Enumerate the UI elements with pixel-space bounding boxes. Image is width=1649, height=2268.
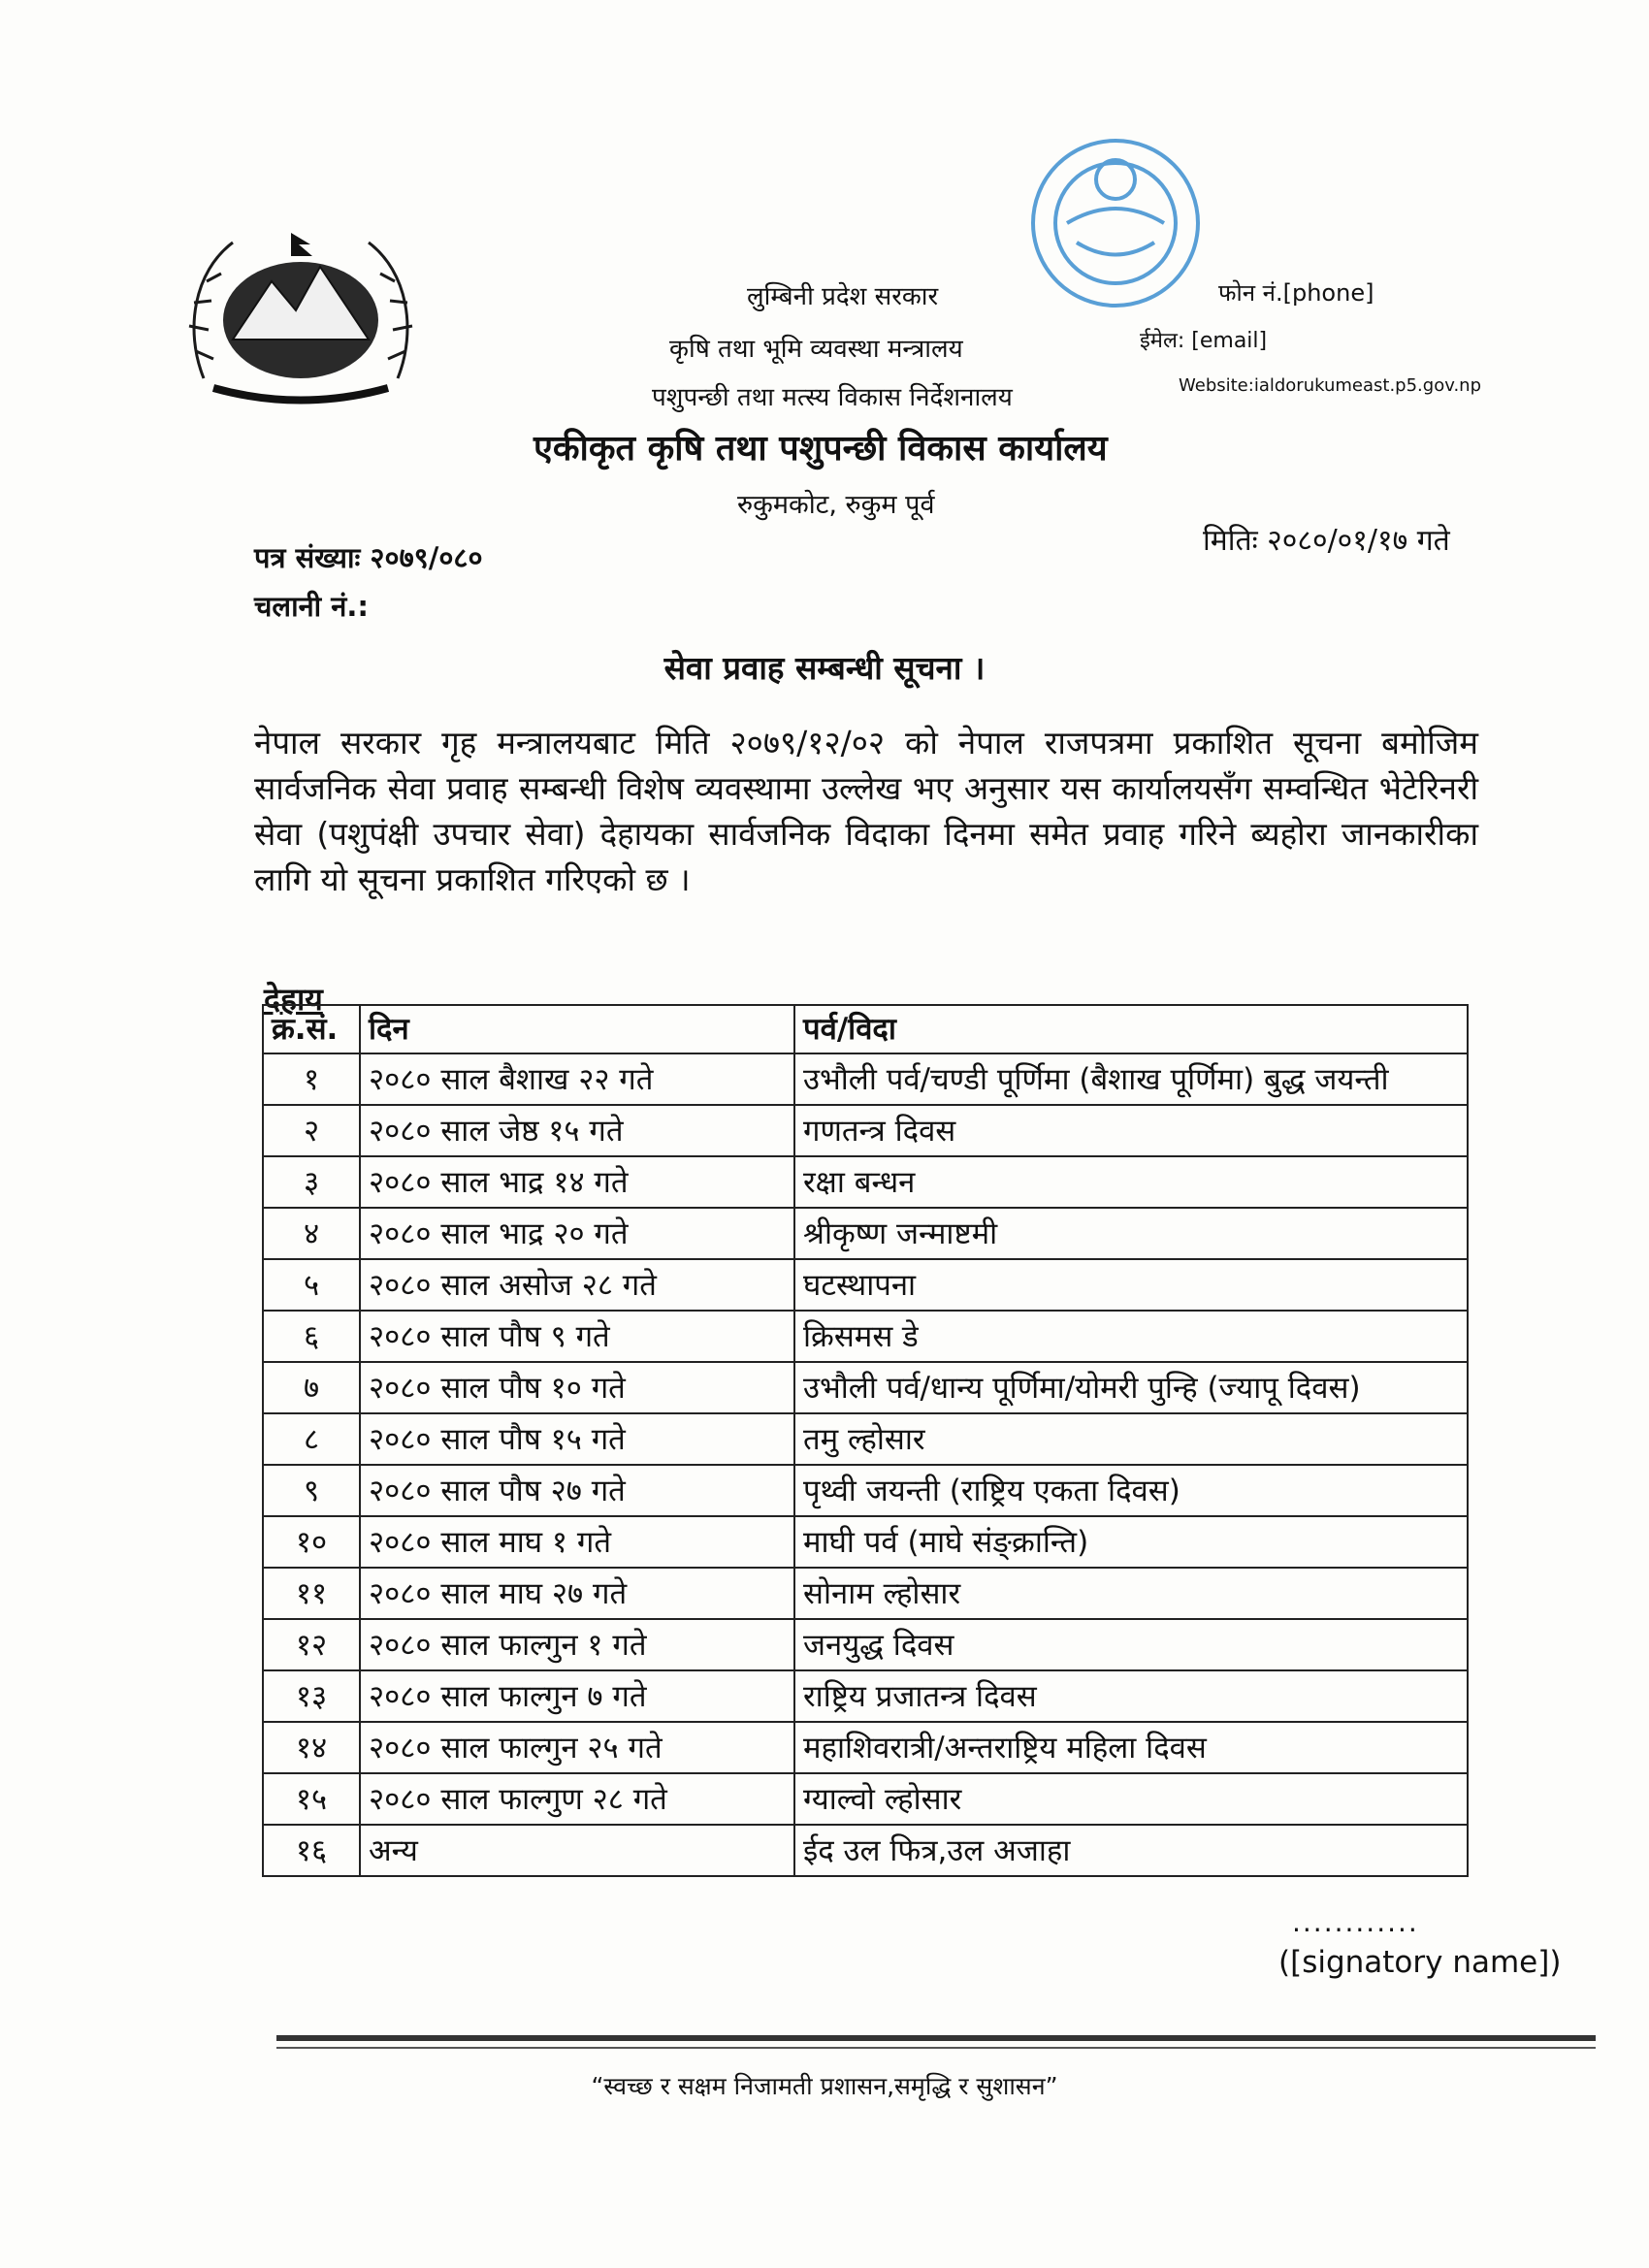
table-row [263, 1619, 1468, 1670]
phone-number: फोन नं.[phone] [1218, 279, 1374, 307]
cell-festival: माघी पर्व (माघे संङ्क्रान्ति) [794, 1516, 1468, 1568]
cell-serial: १० [263, 1516, 360, 1568]
cell-day: २०८० साल जेष्ठ १५ गते [360, 1105, 794, 1156]
table-row [263, 1259, 1468, 1311]
letter-subject: सेवा प्रवाह सम्बन्धी सूचना । [663, 649, 986, 687]
footer-divider-thin [276, 2047, 1596, 2049]
ministry-line: कृषि तथा भूमि व्यवस्था मन्त्रालय [669, 335, 963, 364]
office-address: रुकुमकोट, रुकुम पूर्व [737, 490, 935, 520]
column-header-day: दिन [360, 1005, 794, 1053]
cell-day: २०८० साल पौष १५ गते [360, 1413, 794, 1465]
cell-day: २०८० साल असोज २८ गते [360, 1259, 794, 1311]
table-row [263, 1670, 1468, 1722]
cell-festival: घटस्थापना [794, 1259, 1468, 1311]
directorate-line: पशुपन्छी तथा मत्स्य विकास निर्देशनालय [652, 383, 1013, 412]
cell-festival: ग्याल्वो ल्होसार [794, 1773, 1468, 1825]
table-row [263, 1773, 1468, 1825]
cell-serial: ४ [263, 1208, 360, 1259]
cell-day: २०८० साल माघ २७ गते [360, 1568, 794, 1619]
table-row [263, 1208, 1468, 1259]
cell-festival: क्रिसमस डे [794, 1311, 1468, 1362]
cell-festival: रक्षा बन्धन [794, 1156, 1468, 1208]
table-row [263, 1053, 1468, 1105]
cell-serial: ७ [263, 1362, 360, 1413]
cell-day: २०८० साल बैशाख २२ गते [360, 1053, 794, 1105]
table-row [263, 1516, 1468, 1568]
table-row [263, 1156, 1468, 1208]
cell-serial: ११ [263, 1568, 360, 1619]
footer-divider [276, 2035, 1596, 2041]
table-row [263, 1825, 1468, 1876]
table-heading: देहाय [264, 981, 323, 1018]
table-row [263, 1311, 1468, 1362]
cell-festival: गणतन्त्र दिवस [794, 1105, 1468, 1156]
cell-day: २०८० साल फाल्गुन २५ गते [360, 1722, 794, 1773]
cell-day: २०८० साल फाल्गुन १ गते [360, 1619, 794, 1670]
cell-festival: जनयुद्ध दिवस [794, 1619, 1468, 1670]
cell-festival: ईद उल फित्र,उल अजाहा [794, 1825, 1468, 1876]
cell-serial: ६ [263, 1311, 360, 1362]
cell-festival: श्रीकृष्ण जन्माष्टमी [794, 1208, 1468, 1259]
table-row [263, 1362, 1468, 1413]
cell-serial: १२ [263, 1619, 360, 1670]
cell-serial: १५ [263, 1773, 360, 1825]
column-header-festival: पर्व/विदा [794, 1005, 1468, 1053]
cell-day: २०८० साल माघ १ गते [360, 1516, 794, 1568]
cell-day: २०८० साल फाल्गुन ७ गते [360, 1670, 794, 1722]
cell-serial: १ [263, 1053, 360, 1105]
cell-day: २०८० साल फाल्गुण २८ गते [360, 1773, 794, 1825]
cell-serial: २ [263, 1105, 360, 1156]
dispatch-number: चलानी नं.: [254, 590, 369, 623]
cell-serial: ९ [263, 1465, 360, 1516]
cell-festival: तमु ल्होसार [794, 1413, 1468, 1465]
nepal-government-emblem-icon [175, 213, 427, 417]
cell-day: २०८० साल पौष ९ गते [360, 1311, 794, 1362]
holiday-table-body [263, 1053, 1468, 1876]
office-name: एकीकृत कृषि तथा पशुपन्छी विकास कार्यालय [534, 429, 1108, 469]
cell-festival: महाशिवरात्री/अन्तराष्ट्रिय महिला दिवस [794, 1722, 1468, 1773]
website-url: Website:ialdorukumeast.p5.gov.np [1179, 375, 1482, 396]
table-row [263, 1413, 1468, 1465]
table-row [263, 1568, 1468, 1619]
cell-day: २०८० साल भाद्र २० गते [360, 1208, 794, 1259]
cell-festival: उभौली पर्व/धान्य पूर्णिमा/योमरी पुन्हि (ज्यापू दिवस) [794, 1362, 1468, 1413]
province-government-line: लुम्बिनी प्रदेश सरकार [747, 282, 939, 311]
signature-dots: ............ [1292, 1906, 1419, 1938]
reference-number: पत्र संख्याः २०७९/०८० [254, 541, 483, 574]
table-row [263, 1105, 1468, 1156]
holiday-table [262, 1004, 1469, 1877]
letter-date: मितिः २०८०/०१/१७ गते [1203, 524, 1450, 558]
cell-festival: सोनाम ल्होसार [794, 1568, 1468, 1619]
cell-day: २०८० साल पौष २७ गते [360, 1465, 794, 1516]
column-header-serial: क्र.सं. [263, 1005, 360, 1053]
email-address: ईमेल: [email] [1140, 329, 1268, 353]
office-round-seal-icon [1009, 126, 1222, 320]
cell-day: २०८० साल पौष १० गते [360, 1362, 794, 1413]
letter-body: नेपाल सरकार गृह मन्त्रालयबाट मिति २०७९/१२/०२ को नेपाल राजपत्रमा प्रकाशित सूचना बमोजिम सार्वजनिक सेवा प्रवाह सम्बन्धी विशेष व्यवस्थामा उल्लेख भए अनुसार यस कार्यालयसँग सम्वन्धित भेटेरिनरी सेवा (पशुपंक्षी उपचार सेवा) देहायका सार्वजनिक विदाका दिनमा समेत प्रवाह गरिने ब्यहोरा जानकारीका लागि यो सूचना प्रकाशित गरिएको छ । [254, 724, 1478, 898]
cell-serial: ३ [263, 1156, 360, 1208]
table-header-row [263, 1005, 1468, 1053]
signer-name: ([signatory name]) [1278, 1945, 1562, 1980]
cell-festival: उभौली पर्व/चण्डी पूर्णिमा (बैशाख पूर्णिमा) बुद्ध जयन्ती [794, 1053, 1468, 1105]
cell-festival: राष्ट्रिय प्रजातन्त्र दिवस [794, 1670, 1468, 1722]
cell-day: अन्य [360, 1825, 794, 1876]
cell-serial: ५ [263, 1259, 360, 1311]
cell-serial: ८ [263, 1413, 360, 1465]
cell-day: २०८० साल भाद्र १४ गते [360, 1156, 794, 1208]
cell-festival: पृथ्वी जयन्ती (राष्ट्रिय एकता दिवस) [794, 1465, 1468, 1516]
cell-serial: १४ [263, 1722, 360, 1773]
footer-motto: “स्वच्छ र सक्षम निजामती प्रशासन,समृद्धि र सुशासन” [591, 2072, 1058, 2100]
cell-serial: १६ [263, 1825, 360, 1876]
table-row [263, 1722, 1468, 1773]
table-row [263, 1465, 1468, 1516]
cell-serial: १३ [263, 1670, 360, 1722]
